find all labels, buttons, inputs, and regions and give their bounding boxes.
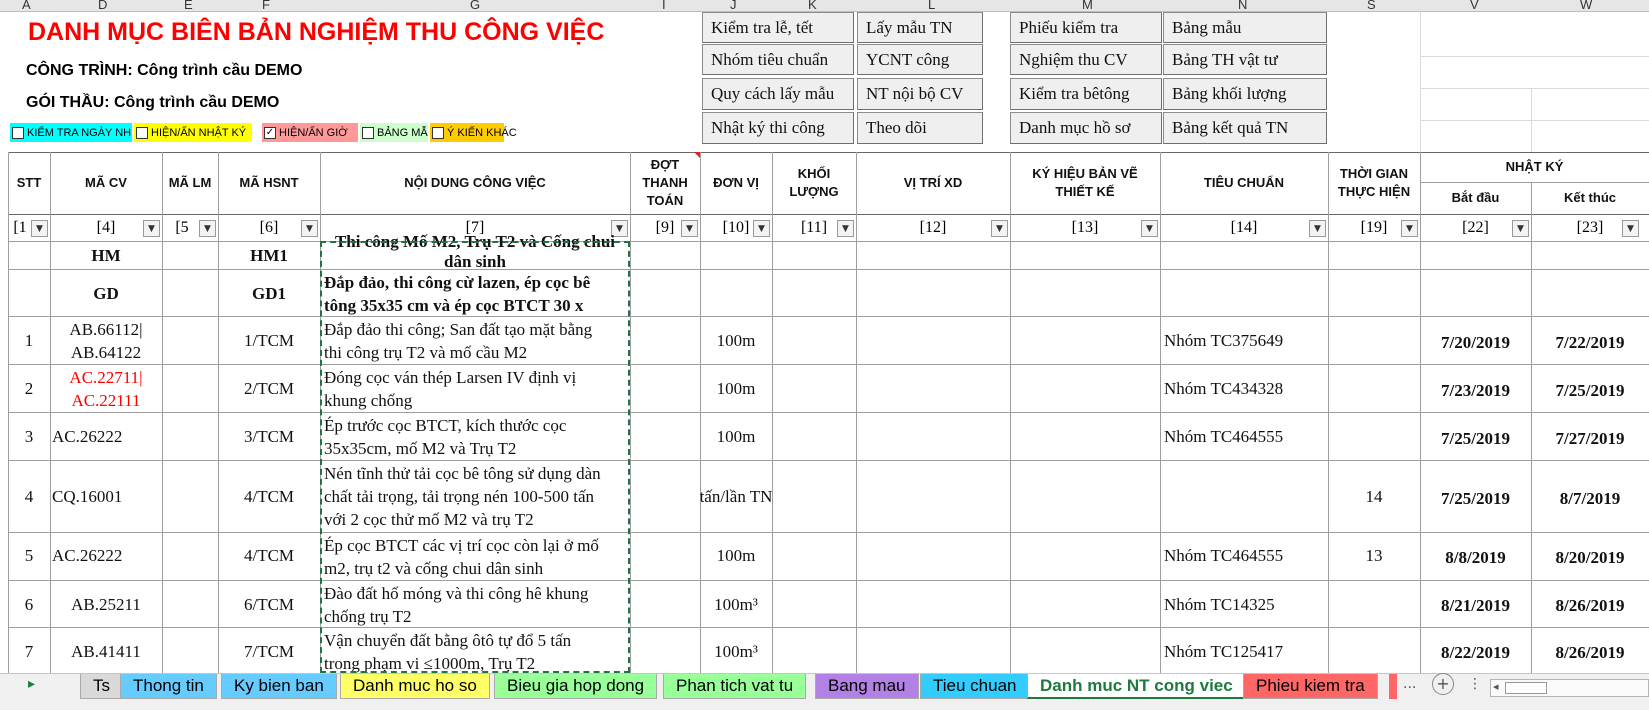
row-2-ma-cv-line2[interactable]: AC.22111 — [71, 391, 141, 410]
filter-label: [7] — [465, 219, 485, 236]
row-7-don-vi[interactable]: 100m³ — [714, 642, 758, 661]
btn-nghiem-thu-cv[interactable]: Nghiệm thu CV — [1010, 44, 1162, 75]
add-sheet-icon[interactable]: + — [1432, 673, 1454, 695]
header-nhat-ky: NHẬT KÝ — [1505, 159, 1564, 174]
column-letter-k[interactable]: K — [808, 0, 817, 12]
header-dot-line3: TOÁN — [646, 193, 684, 208]
row-5-ma-hsnt[interactable]: 4/TCM — [243, 546, 295, 565]
filter-label: [14] — [1230, 219, 1258, 236]
filter-dropdown-icon[interactable]: ▼ — [991, 220, 1008, 237]
row-1-noi-dung-line2[interactable]: thi công trụ T2 và mố cầu M2 — [324, 343, 528, 362]
checkbox-y-kien-khac[interactable] — [430, 123, 517, 142]
scrollbar-thumb[interactable] — [1505, 682, 1547, 694]
row-4-thoi-gian[interactable]: 14 — [1365, 487, 1383, 506]
checkbox-box[interactable] — [12, 127, 24, 139]
header-ma-lm: MÃ LM — [168, 175, 212, 190]
checkbox-hien-an-gio[interactable] — [262, 123, 358, 142]
sheet-tab-bieu-gia-hop-dong[interactable]: Bieu gia hop dong — [494, 674, 657, 699]
column-letter-n[interactable]: N — [1238, 0, 1248, 12]
sheet-tab-bang-mau[interactable]: Bang mau — [815, 674, 919, 699]
filter-label: [10] — [722, 219, 750, 236]
header-kl-line1: KHỐI — [797, 166, 831, 181]
filter-label: [22] — [1462, 219, 1489, 236]
row-3-ket-thuc[interactable]: 7/27/2019 — [1555, 429, 1625, 448]
row-7-ma-hsnt[interactable]: 7/TCM — [243, 642, 295, 661]
group-gd-content-line2[interactable]: tông 35x35 cm và ép cọc BTCT 30 x — [324, 296, 584, 315]
row-2-ket-thuc[interactable]: 7/25/2019 — [1555, 381, 1625, 400]
row-5-noi-dung-line1[interactable]: Ép cọc BTCT các vị trí cọc còn lại ở mố — [324, 536, 599, 555]
header-kh-line2: THIẾT KẾ — [1055, 184, 1115, 199]
btn-kiem-tra-le-tet[interactable]: Kiểm tra lễ, tết — [702, 12, 854, 43]
column-letter-s[interactable]: S — [1367, 0, 1376, 12]
header-tieu-chuan: TIÊU CHUẨN — [1203, 175, 1285, 190]
header-don-vi: ĐƠN VỊ — [713, 175, 759, 190]
sheet-tab-phieu-kiem-tra[interactable]: Phieu kiem tra — [1243, 674, 1378, 699]
row-border — [8, 269, 1649, 270]
column-letter-a[interactable]: A — [22, 0, 31, 12]
row-border — [8, 364, 1649, 365]
filter-dropdown-icon[interactable]: ▼ — [301, 220, 318, 237]
column-letter-l[interactable]: L — [928, 0, 936, 12]
row-6-noi-dung-line1[interactable]: Đào đất hố móng và thi công hê khung — [324, 584, 589, 603]
package-label: GÓI THẦU: — [26, 94, 110, 111]
row-3-bat-dau[interactable]: 7/25/2019 — [1441, 429, 1510, 448]
row-6-don-vi[interactable]: 100m³ — [714, 595, 758, 614]
checkbox-box[interactable] — [136, 127, 148, 139]
btn-ycnt-cong[interactable]: YCNT công — [857, 44, 983, 75]
row-2-noi-dung-line1[interactable]: Đóng cọc ván thép Larsen IV định vị — [324, 368, 577, 387]
column-letter-f[interactable]: F — [262, 0, 270, 12]
filter-label: [11] — [800, 219, 828, 236]
btn-bang-mau[interactable]: Bảng mẫu — [1163, 12, 1327, 43]
sheet-tab-ts[interactable]: Ts — [80, 674, 123, 699]
row-5-ket-thuc[interactable]: 8/20/2019 — [1555, 548, 1625, 567]
row-7-tieu-chuan[interactable]: Nhóm TC125417 — [1164, 642, 1284, 661]
filter-label: [5 — [175, 219, 189, 236]
header-stt: STT — [16, 175, 42, 190]
gridline — [1420, 120, 1649, 121]
column-letter-g[interactable]: G — [470, 0, 481, 12]
row-6-tieu-chuan[interactable]: Nhóm TC14325 — [1164, 595, 1275, 614]
checkbox-box-checked[interactable]: ✓ — [265, 126, 275, 138]
row-6-noi-dung-line2[interactable]: chống trụ T2 — [324, 607, 412, 626]
checkbox-bang-mau[interactable] — [360, 123, 428, 142]
header-khoi-luong — [772, 152, 856, 214]
row-border — [8, 412, 1649, 413]
row-2-bat-dau[interactable]: 7/23/2019 — [1441, 381, 1510, 400]
sheet-tab-danh-muc-ho-so[interactable]: Danh muc ho so — [340, 674, 490, 699]
filter-dropdown-icon[interactable]: ▼ — [837, 220, 854, 237]
row-1-ket-thuc[interactable]: 7/22/2019 — [1555, 333, 1625, 352]
row-4-don-vi[interactable]: tấn/lần TN — [699, 487, 773, 506]
column-letter-v[interactable]: V — [1470, 0, 1479, 12]
header-ket-thuc: Kết thúc — [1564, 190, 1616, 205]
more-tabs-ellipsis[interactable]: ... — [1403, 676, 1417, 692]
row-7-noi-dung-line1[interactable]: Vận chuyển đất bằng ôtô tự đổ 5 tấn — [324, 631, 572, 650]
header-tg-line2: THỰC HIỆN — [1337, 184, 1411, 199]
sheet-title: DANH MỤC BIÊN BẢN NGHIỆM THU CÔNG VIỆC — [28, 18, 605, 46]
row-3-ma-hsnt[interactable]: 3/TCM — [243, 427, 295, 446]
header-bat-dau: Bắt đầu — [1451, 190, 1500, 205]
filter-dropdown-icon[interactable]: ▼ — [31, 220, 48, 237]
column-letter-j[interactable]: J — [730, 0, 737, 12]
header-kh-line1: KÝ HIỆU BẢN VẼ — [1032, 166, 1138, 181]
row-border — [8, 627, 1649, 628]
filter-bottom-border — [8, 241, 1649, 242]
header-tg-line1: THỜI GIAN — [1339, 166, 1409, 181]
row-1-noi-dung-line1[interactable]: Đắp đảo thi công; San đất tạo mặt bằng — [324, 320, 593, 339]
header-vi-tri-xd: VỊ TRÍ XD — [903, 175, 963, 190]
row-3-ma-cv[interactable]: AC.26222 — [52, 427, 123, 446]
scroll-left-icon[interactable]: ◂ — [1493, 680, 1499, 693]
group-hm-hsnt[interactable]: HM1 — [250, 246, 288, 265]
row-3-noi-dung-line2[interactable]: 35x35cm, mố M2 và Trụ T2 — [324, 439, 517, 458]
checkbox-hien-an-nhat-ky[interactable] — [134, 123, 252, 142]
row-7-stt[interactable]: 7 — [24, 642, 34, 661]
btn-quy-cach-lay-mau[interactable]: Quy cách lấy mẫu — [702, 78, 854, 110]
row-1-don-vi[interactable]: 100m — [716, 331, 756, 350]
btn-danh-muc-ho-so[interactable]: Danh mục hồ sơ — [1010, 112, 1162, 144]
header-ma-hsnt: MÃ HSNT — [239, 175, 299, 190]
btn-nt-noi-bo-cv[interactable]: NT nội bộ CV — [857, 78, 983, 110]
gridline — [1531, 88, 1532, 152]
row-border — [8, 580, 1649, 581]
filter-dropdown-icon[interactable]: ▼ — [1512, 220, 1529, 237]
group-hm-content[interactable]: Thi công Mố M2, Trụ T2 và Cống chui dân sinh — [334, 232, 616, 271]
checkbox-kiem-tra-ngay[interactable] — [10, 123, 132, 142]
row-4-ma-hsnt[interactable]: 4/TCM — [243, 487, 295, 506]
row-4-noi-dung-line3[interactable]: với 2 cọc thử mố M2 và trụ T2 — [324, 510, 534, 529]
row-3-noi-dung-line1[interactable]: Ép trước cọc BTCT, kích thước cọc — [324, 416, 567, 435]
row-1-tieu-chuan[interactable]: Nhóm TC375649 — [1164, 331, 1284, 350]
filter-dropdown-icon[interactable]: ▼ — [199, 220, 216, 237]
row-6-stt[interactable]: 6 — [24, 595, 34, 614]
row-border — [8, 316, 1649, 317]
filter-label: [9] — [655, 219, 675, 236]
row-4-noi-dung-line2[interactable]: chất tải trọng, tải trọng nén 100-500 tấn — [324, 487, 595, 506]
tab-scroll-right-icon[interactable]: ▸ — [28, 676, 36, 692]
column-letter-d[interactable]: D — [98, 0, 108, 12]
row-7-noi-dung-line2[interactable]: trong phạm vi ≤1000m, Trụ T2 — [324, 654, 536, 673]
row-7-ket-thuc[interactable]: 8/26/2019 — [1555, 643, 1625, 662]
column-letter-e[interactable]: E — [184, 0, 193, 12]
project-value: Công trình cầu DEMO — [137, 62, 303, 79]
project-label: CÔNG TRÌNH: — [26, 62, 133, 79]
checkbox-box[interactable] — [432, 127, 444, 139]
btn-nhom-tieu-chuan[interactable]: Nhóm tiêu chuẩn — [702, 44, 854, 75]
package-value: Công trình cầu DEMO — [114, 94, 280, 111]
row-border — [8, 460, 1649, 461]
row-5-noi-dung-line2[interactable]: m2, trụ t2 và cống chui dân sinh — [324, 559, 544, 578]
sheet-tab-tieu-chuan[interactable]: Tieu chuan — [920, 674, 1029, 699]
row-3-don-vi[interactable]: 100m — [716, 427, 756, 446]
btn-kiem-tra-betong[interactable]: Kiểm tra bêtông — [1010, 78, 1162, 110]
filter-dropdown-icon[interactable]: ▼ — [143, 220, 160, 237]
sheet-tab-ky-bien-ban[interactable]: Ky bien ban — [221, 674, 337, 699]
row-2-don-vi[interactable]: 100m — [716, 379, 756, 398]
header-kl-line2: LƯỢNG — [789, 184, 839, 199]
header-noi-dung: NỘI DUNG CÔNG VIỆC — [404, 175, 546, 190]
filter-dropdown-icon[interactable]: ▼ — [681, 220, 698, 237]
row-5-thoi-gian[interactable]: 13 — [1365, 546, 1383, 565]
btn-bang-th-vat-tu[interactable]: Bảng TH vật tư — [1163, 44, 1327, 75]
checkbox-label: HIỆN/ẨN NHẬT KÝ — [151, 126, 247, 139]
sheet-tab-danh-muc-nt-cong-viec[interactable]: Danh muc NT cong viec — [1027, 674, 1246, 699]
row-1-ma-cv-line1[interactable]: AB.66112| — [69, 320, 143, 339]
header-dot-line2: THANH — [642, 175, 688, 190]
gridline — [1420, 88, 1649, 89]
checkbox-label: Ý KIẾN KHÁC — [447, 126, 517, 139]
column-letter-m[interactable]: M — [1082, 0, 1093, 12]
row-2-tieu-chuan[interactable]: Nhóm TC434328 — [1164, 379, 1284, 398]
group-gd-hsnt[interactable]: GD1 — [252, 284, 286, 303]
filter-dropdown-icon[interactable]: ▼ — [1622, 220, 1639, 237]
gridline — [1420, 12, 1421, 152]
gridline — [1420, 56, 1649, 57]
filter-dropdown-icon[interactable]: ▼ — [1141, 220, 1158, 237]
row-7-bat-dau[interactable]: 8/22/2019 — [1441, 643, 1510, 662]
filter-label: [6] — [259, 219, 279, 236]
header-dot-line1: ĐỢT — [650, 157, 680, 172]
package-line — [26, 94, 279, 112]
filter-label: [4] — [96, 219, 116, 236]
row-3-tieu-chuan[interactable]: Nhóm TC464555 — [1164, 427, 1284, 446]
header-dot-thanh-toan — [630, 152, 700, 214]
row-2-ma-hsnt[interactable]: 2/TCM — [243, 379, 295, 398]
checkbox-label: KIỂM TRA NGÀY NH — [27, 126, 132, 139]
group-hm-cv[interactable]: HM — [91, 246, 121, 265]
header-thoi-gian — [1328, 152, 1420, 214]
row-1-bat-dau[interactable]: 7/20/2019 — [1441, 333, 1510, 352]
btn-nhat-ky-thi-cong[interactable]: Nhật ký thi công — [702, 112, 854, 144]
checkbox-label: BẢNG MẪ — [377, 126, 428, 139]
row-2-ma-cv-line1[interactable]: AC.22711| — [69, 368, 143, 387]
header-ma-cv: MÃ CV — [85, 175, 127, 190]
row-2-stt[interactable]: 2 — [24, 379, 34, 398]
header-ky-hieu-ban-ve — [1010, 152, 1160, 214]
horizontal-scrollbar[interactable] — [1490, 679, 1649, 697]
row-6-ma-hsnt[interactable]: 6/TCM — [243, 595, 295, 614]
filter-dropdown-icon[interactable]: ▼ — [753, 220, 770, 237]
row-border — [8, 532, 1649, 533]
filter-label: [1 — [13, 219, 27, 236]
sheet-tab-phan-tich-vat-tu[interactable]: Phan tich vat tu — [663, 674, 806, 699]
row-5-don-vi[interactable]: 100m — [716, 546, 756, 565]
row-6-ma-cv[interactable]: AB.25211 — [71, 595, 141, 614]
header-bottom-border — [8, 214, 1649, 215]
row-2-noi-dung-line2[interactable]: khung chống — [324, 391, 413, 410]
row-1-ma-cv-line2[interactable]: AB.64122 — [70, 343, 142, 362]
row-6-ket-thuc[interactable]: 8/26/2019 — [1555, 596, 1625, 615]
row-5-bat-dau[interactable]: 8/8/2019 — [1445, 548, 1506, 567]
column-header-bar — [0, 0, 1649, 12]
filter-dropdown-icon[interactable]: ▼ — [1401, 220, 1418, 237]
row-4-ma-cv[interactable]: CQ.16001 — [52, 487, 123, 506]
column-letter-i[interactable]: I — [662, 0, 666, 12]
row-3-stt[interactable]: 3 — [24, 427, 34, 446]
btn-theo-doi[interactable]: Theo dõi — [857, 112, 983, 144]
project-line — [26, 62, 302, 80]
btn-lay-mau-tn[interactable]: Lấy mẫu TN — [857, 12, 983, 43]
checkbox-box[interactable] — [362, 127, 374, 139]
column-letter-w[interactable]: W — [1580, 0, 1593, 12]
btn-bang-ket-qua-tn[interactable]: Bảng kết quả TN — [1163, 112, 1327, 144]
filter-label: [23] — [1576, 219, 1604, 236]
row-5-ma-cv[interactable]: AC.26222 — [52, 546, 123, 565]
vertical-separator-icon: ⋮ — [1468, 676, 1482, 692]
row-7-ma-cv[interactable]: AB.41411 — [71, 642, 141, 661]
row-4-bat-dau[interactable]: 7/25/2019 — [1441, 489, 1510, 508]
group-gd-cv[interactable]: GD — [93, 284, 119, 303]
row-4-ket-thuc[interactable]: 8/7/2019 — [1559, 489, 1621, 508]
row-1-stt[interactable]: 1 — [24, 331, 34, 350]
filter-label: [13] — [1071, 219, 1099, 236]
checkbox-label: HIỆN/ẨN GIỜ — [279, 126, 348, 139]
btn-phieu-kiem-tra[interactable]: Phiếu kiểm tra — [1010, 12, 1162, 43]
row-5-tieu-chuan[interactable]: Nhóm TC464555 — [1164, 546, 1284, 565]
row-5-stt[interactable]: 5 — [24, 546, 34, 565]
filter-label: [12] — [919, 219, 947, 236]
filter-dropdown-icon[interactable]: ▼ — [611, 220, 628, 237]
group-gd-content-line1[interactable]: Đắp đảo, thi công cừ lazen, ép cọc bê — [324, 273, 591, 292]
filter-label: [19] — [1360, 219, 1388, 236]
row-4-noi-dung-line1[interactable]: Nén tĩnh thử tải cọc bê tông sử dụng dàn — [324, 464, 601, 483]
row-6-bat-dau[interactable]: 8/21/2019 — [1441, 596, 1510, 615]
sheet-tab-thong-tin[interactable]: Thong tin — [120, 674, 217, 699]
row-4-stt[interactable]: 4 — [24, 487, 34, 506]
filter-dropdown-icon[interactable]: ▼ — [1309, 220, 1326, 237]
sheet-tab-partial[interactable] — [1389, 674, 1397, 699]
row-1-ma-hsnt[interactable]: 1/TCM — [243, 331, 295, 350]
btn-bang-khoi-luong[interactable]: Bảng khối lượng — [1163, 78, 1327, 110]
